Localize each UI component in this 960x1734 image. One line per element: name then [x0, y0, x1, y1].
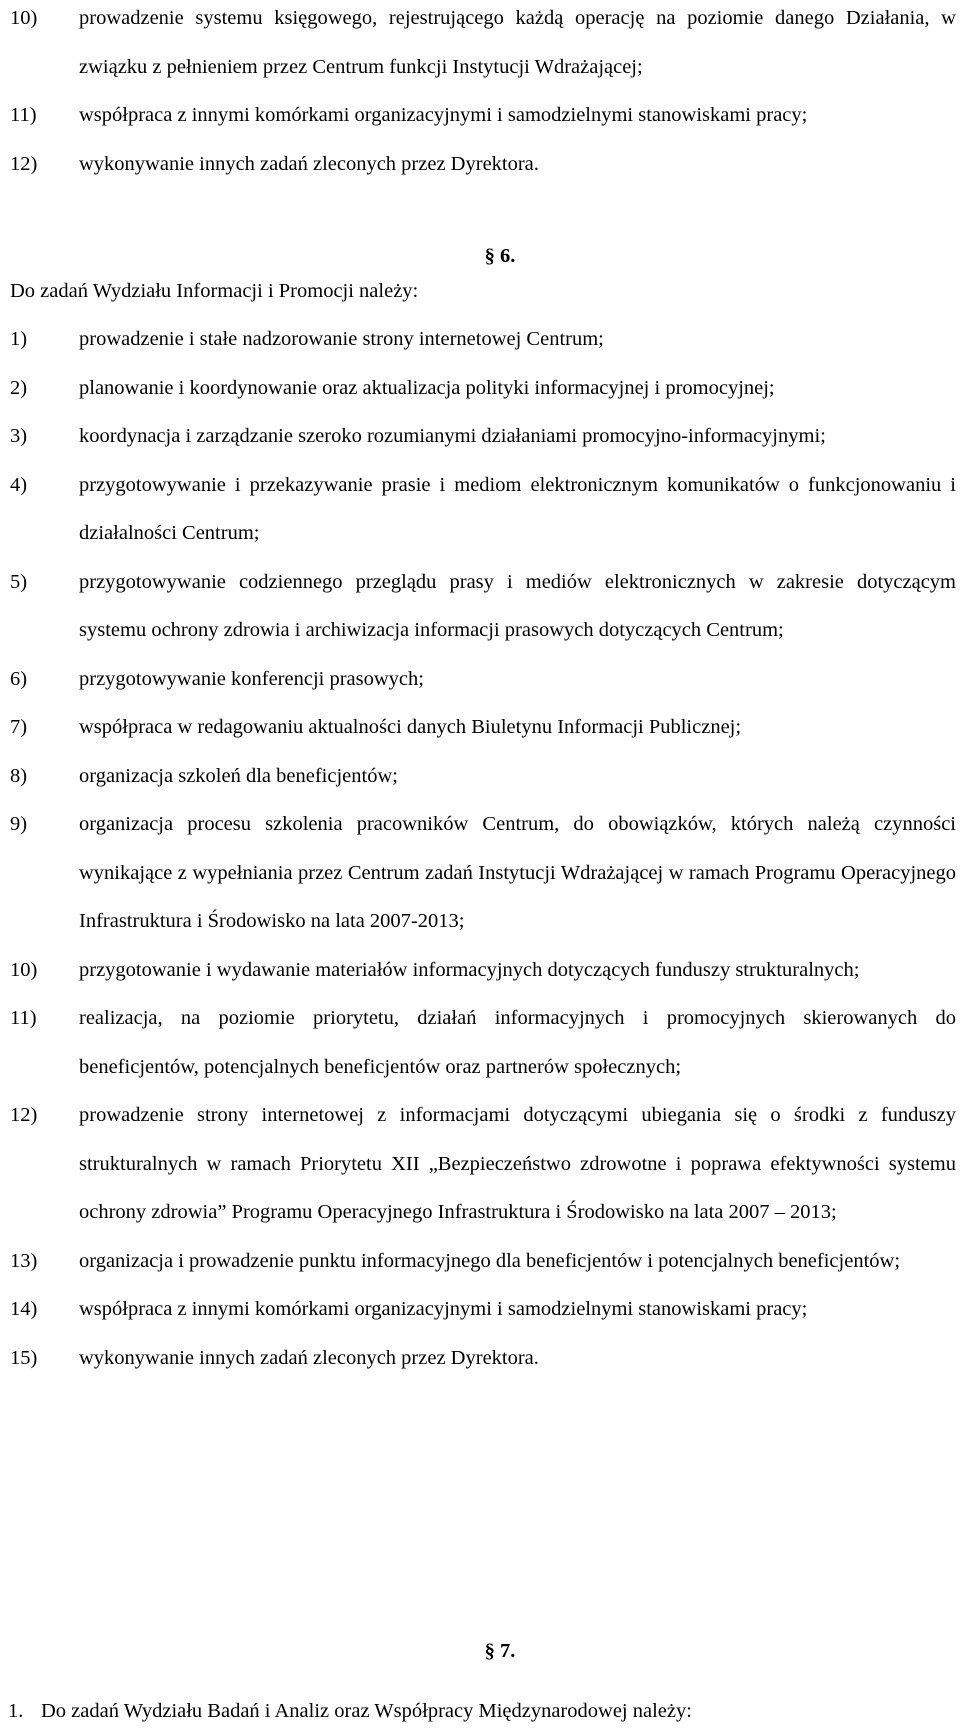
item-text: prowadzenie i stałe nadzorowanie strony internetowej Centrum; — [79, 328, 604, 350]
item-text: planowanie i koordynowanie oraz aktualizacja polityki informacyjnej i promocyjnej; — [79, 376, 775, 399]
item-number: 5) — [10, 570, 28, 593]
section-sign: § — [484, 245, 495, 267]
item-number: 4) — [10, 473, 28, 496]
list-item — [0, 655, 960, 704]
list-item — [0, 0, 960, 91]
item-number: 2) — [10, 376, 28, 399]
list-item — [0, 752, 960, 801]
section-intro — [0, 267, 960, 316]
item-text: koordynacja i zarządzanie szeroko rozumianymi działaniami promocyjno-informacyjnymi; — [79, 425, 826, 447]
list-item — [0, 800, 960, 946]
item-text: współpraca z innymi komórkami organizacyjnymi i samodzielnymi stanowiskami pracy; — [79, 1298, 808, 1320]
item-text: wykonywanie innych zadań zleconych przez Dyrektora. — [79, 1346, 539, 1369]
list-item — [0, 140, 960, 189]
item-text: przygotowanie i wydawanie materiałów informacyjnych dotyczących funduszy strukturalnych; — [79, 958, 860, 981]
list-item — [0, 364, 960, 413]
item-number: 12) — [10, 1104, 38, 1126]
item-number: 9) — [10, 813, 28, 835]
list-item — [0, 1091, 960, 1237]
section-heading-7 — [0, 1627, 960, 1675]
item-number: 1. — [8, 1700, 24, 1722]
list-item — [0, 946, 960, 995]
item-number: 14) — [10, 1298, 38, 1320]
intro-text: Do zadań Wydziału Informacji i Promocji należy: — [10, 280, 419, 302]
list-item — [0, 703, 960, 752]
item-text: prowadzenie systemu księgowego, rejestrującego każdą operację na poziomie danego Działania, w związku z pełnieniem przez Centrum funkcji Instytucji Wdrażającej; — [79, 7, 956, 78]
item-text: organizacja procesu szkolenia pracowników Centrum, do obowiązków, których należą czynności wynikające z wypełniania przez Centrum zadań Instytucji Wdrażającej w ramach Programu Operacyjnego Infrastruktura i Środowisko na lata 2007-2013; — [79, 813, 956, 932]
item-text: organizacja i prowadzenie punktu informacyjnego dla beneficjentów i potencjalnych beneficjentów; — [79, 1249, 901, 1272]
list-item — [0, 558, 960, 655]
section-number: 6. — [500, 245, 516, 267]
item-text: Do zadań Wydziału Badań i Analiz oraz Współpracy Międzynarodowej należy: — [41, 1700, 692, 1722]
section-6-list — [0, 315, 960, 1382]
list-item — [0, 1237, 960, 1286]
section-sign: § — [484, 1640, 495, 1662]
list-item — [0, 315, 960, 364]
item-number: 11) — [10, 104, 37, 126]
item-number: 12) — [10, 152, 38, 175]
item-text: współpraca w redagowaniu aktualności danych Biuletynu Informacji Publicznej; — [79, 716, 742, 738]
previous-section-list — [0, 0, 960, 188]
item-number: 7) — [10, 716, 28, 738]
item-text: przygotowywanie codziennego przeglądu prasy i mediów elektronicznych w zakresie dotyczącym systemu ochrony zdrowia i archiwizacja informacji prasowych dotyczących Centrum; — [79, 570, 956, 641]
list-item — [0, 412, 960, 461]
section-number: 7. — [500, 1640, 516, 1662]
item-text: wykonywanie innych zadań zleconych przez Dyrektora. — [79, 152, 539, 175]
item-number: 10) — [10, 958, 38, 981]
item-text: współpraca z innymi komórkami organizacyjnymi i samodzielnymi stanowiskami pracy; — [79, 104, 808, 126]
item-number: 13) — [10, 1249, 38, 1272]
list-item — [0, 994, 960, 1091]
item-text: organizacja szkoleń dla beneficjentów; — [79, 764, 398, 787]
item-text: prowadzenie strony internetowej z informacjami dotyczącymi ubiegania się o środki z funduszy strukturalnych w ramach Priorytetu XII „Bezpieczeństwo zdrowotne i poprawa efektywności systemu ochrony zdrowia” Programu Operacyjnego Infrastruktura i Środowisko na lata 2007 – 2013; — [79, 1104, 956, 1223]
item-text: przygotowywanie i przekazywanie prasie i mediom elektronicznym komunikatów o funkcjonowaniu i działalności Centrum; — [79, 473, 956, 544]
list-item — [0, 91, 960, 140]
item-number: 10) — [10, 7, 38, 29]
item-number: 3) — [10, 425, 28, 447]
list-item — [0, 1285, 960, 1334]
item-number: 15) — [10, 1346, 38, 1369]
item-text: realizacja, na poziomie priorytetu, działań informacyjnych i promocyjnych skierowanych do beneficjentów, potencjalnych beneficjentów oraz partnerów społecznych; — [79, 1007, 956, 1078]
item-text: przygotowywanie konferencji prasowych; — [79, 667, 424, 690]
item-number: 11) — [10, 1007, 37, 1029]
item-number: 1) — [10, 328, 28, 350]
list-item — [0, 461, 960, 558]
list-item — [0, 1334, 960, 1383]
item-number: 6) — [10, 667, 28, 690]
item-number: 8) — [10, 764, 28, 787]
